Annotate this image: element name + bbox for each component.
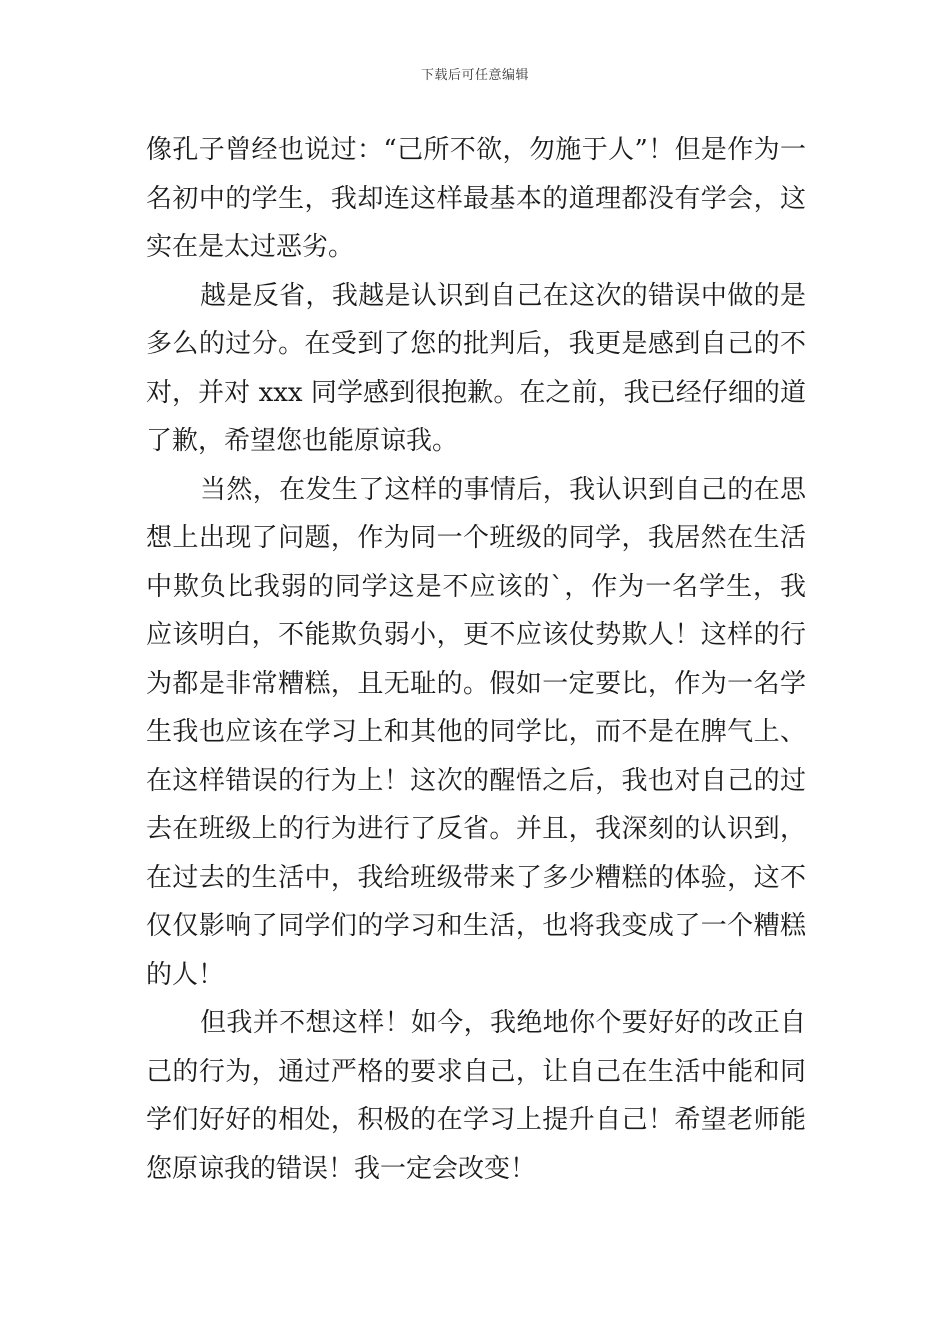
document-body	[146, 126, 806, 1193]
paragraph-1: 像孔子曾经也说过：“己所不欲，勿施于人”！但是作为一名初中的学生，我却连这样最基本的道理都没有学会，这实在是太过恶劣。	[146, 135, 806, 262]
paragraph-3: 当然，在发生了这样的事情后，我认识到自己的在思想上出现了问题，作为同一个班级的同学，我居然在生活中欺负比我弱的同学这是不应该的`，作为一名学生，我应该明白，不能欺负弱小，更不应该仗势欺人！这样的行为都是非常糟糕，且无耻的。假如一定要比，作为一名学生我也应该在学习上和其他的同学比，而不是在脾气上、在这样错误的行为上！这次的醒悟之后，我也对自己的过去在班级上的行为进行了反省。并且，我深刻的认识到，在过去的生活中，我给班级带来了多少糟糕的体验，这不仅仅影响了同学们的学习和生活，也将我变成了一个糟糕的人！	[146, 474, 806, 990]
page-header: 下载后可任意编辑	[420, 68, 529, 83]
paragraph-4: 但我并不想这样！如今，我绝地你个要好好的改正自己的行为，通过严格的要求自己，让自己在生活中能和同学们好好的相处，积极的在学习上提升自己！希望老师能您原谅我的错误！我一定会改变！	[146, 1008, 806, 1184]
paragraph-2: 越是反省，我越是认识到自己在这次的错误中做的是多么的过分。在受到了您的批判后，我更是感到自己的不对，并对 xxx 同学感到很抱歉。在之前，我已经仔细的道了歉，希望您也能原谅我。	[146, 280, 806, 456]
